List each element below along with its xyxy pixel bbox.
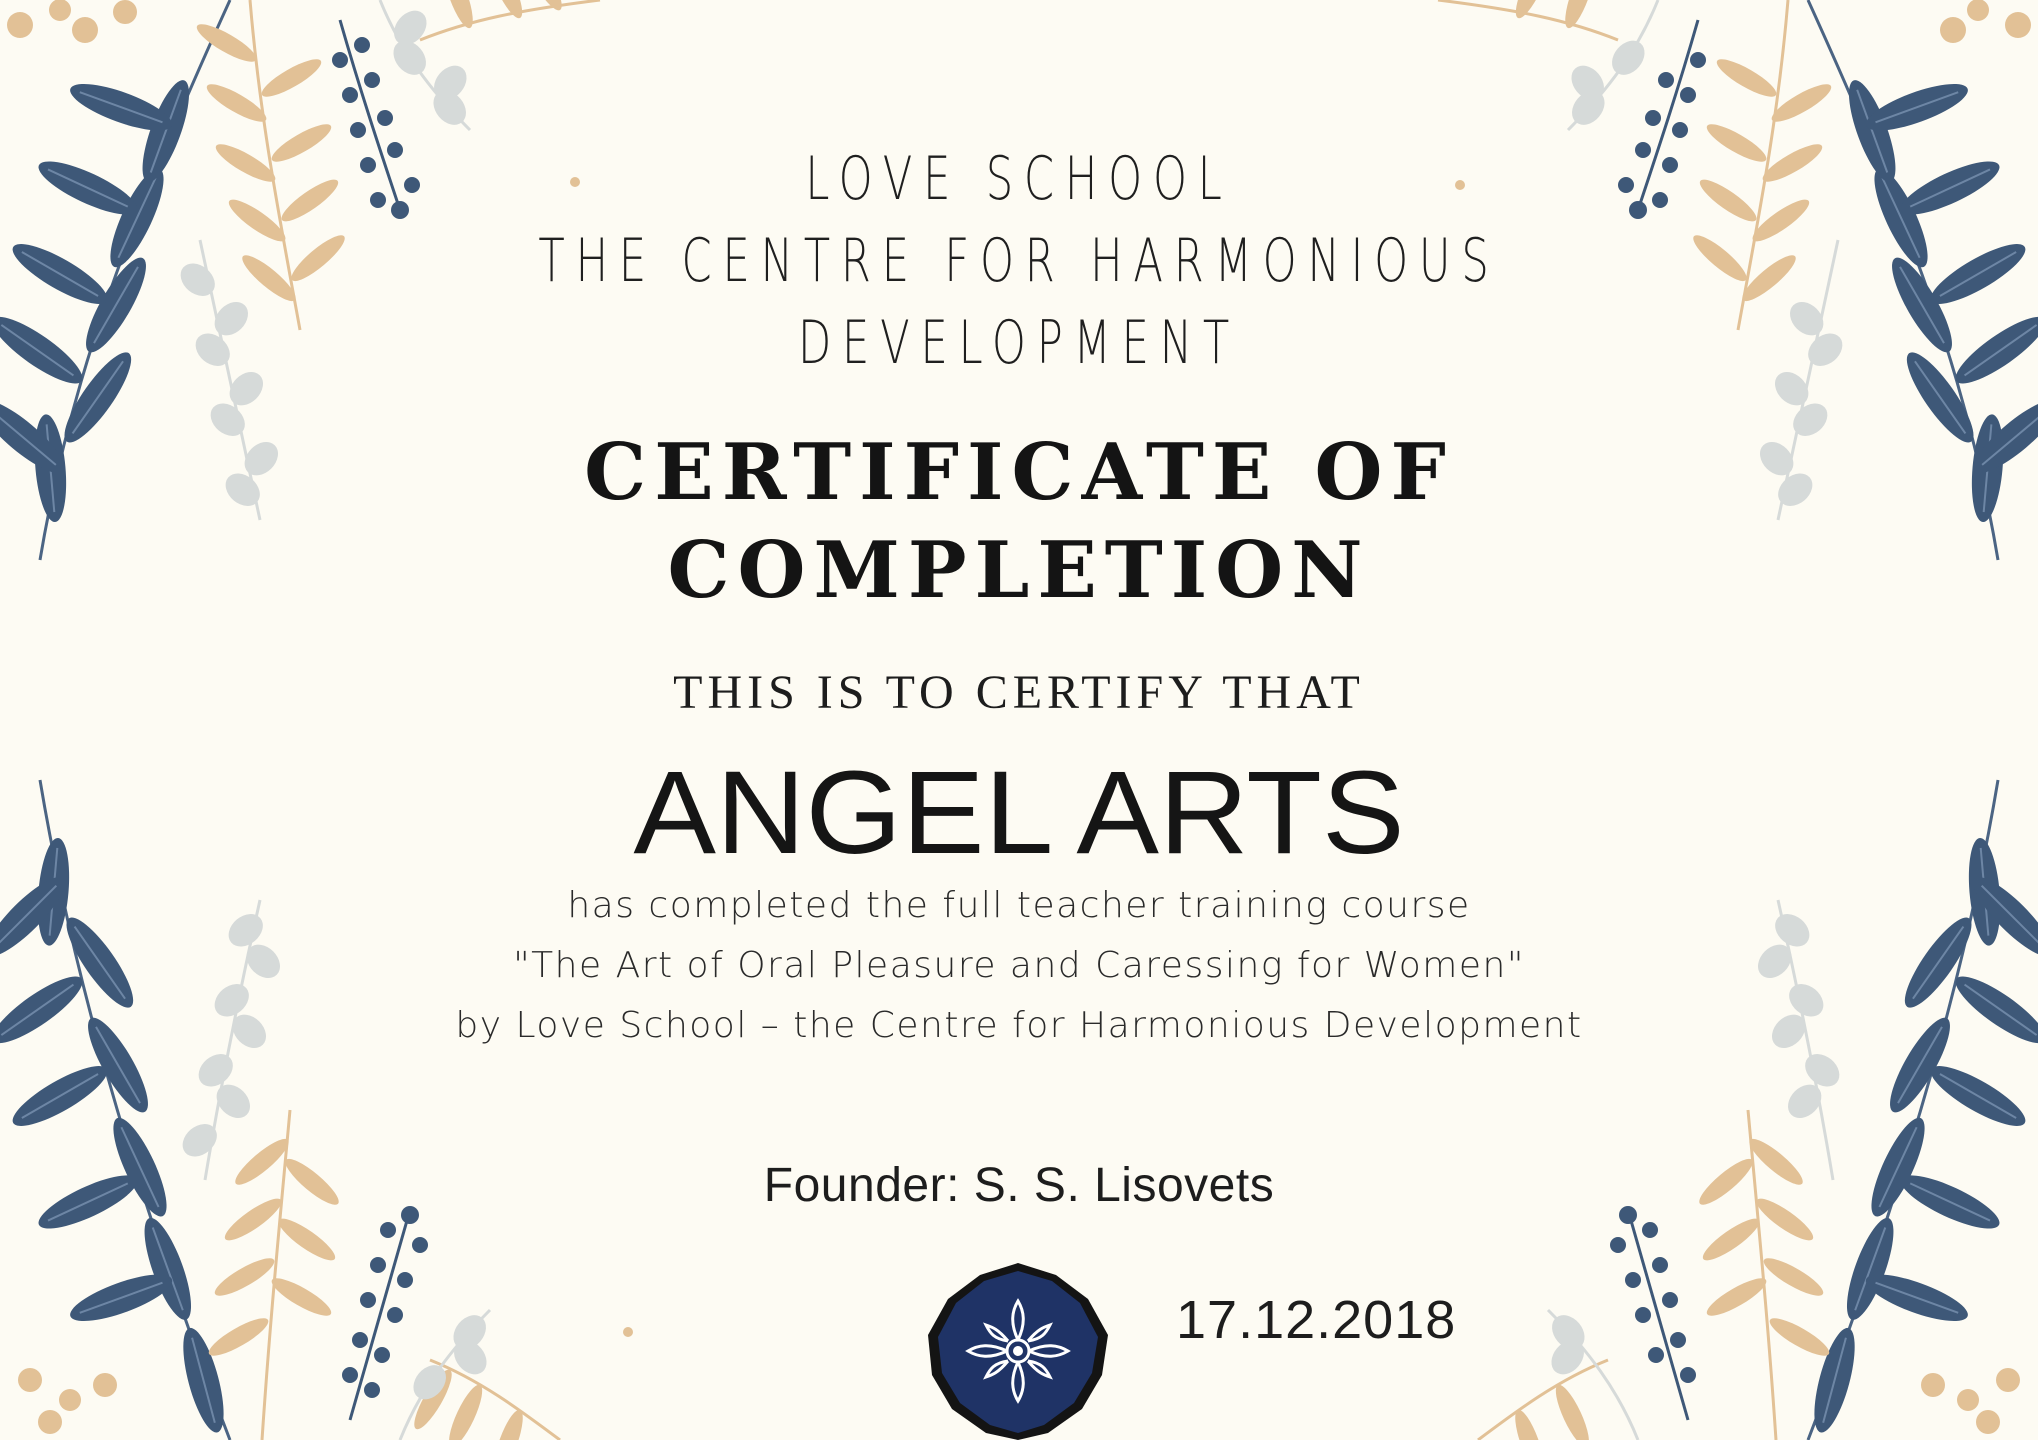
org-name-line-3: DEVELOPMENT <box>797 308 1241 378</box>
ornamental-seal-icon <box>928 1263 1108 1440</box>
certify-statement: THIS IS TO CERTIFY THAT <box>673 666 1365 719</box>
course-description-line-1: has completed the full teacher training course <box>567 885 1471 926</box>
course-description-line-3: by Love School – the Centre for Harmonious Development <box>455 1005 1583 1046</box>
certificate-title-line-1: CERTIFICATE OF <box>584 427 1454 518</box>
org-name-line-1: LOVE SCHOOL <box>805 144 1233 214</box>
org-name-line-2: THE CENTRE FOR HARMONIOUS <box>538 226 1500 296</box>
founder-signature-line: Founder: S. S. Lisovets <box>763 1159 1275 1212</box>
recipient-name: ANGEL ARTS <box>633 747 1405 879</box>
course-description-line-2: "The Art of Oral Pleasure and Caressing for Women" <box>513 945 1525 986</box>
issue-date: 17.12.2018 <box>1176 1290 1457 1350</box>
certificate-title-line-2: COMPLETION <box>667 525 1371 616</box>
